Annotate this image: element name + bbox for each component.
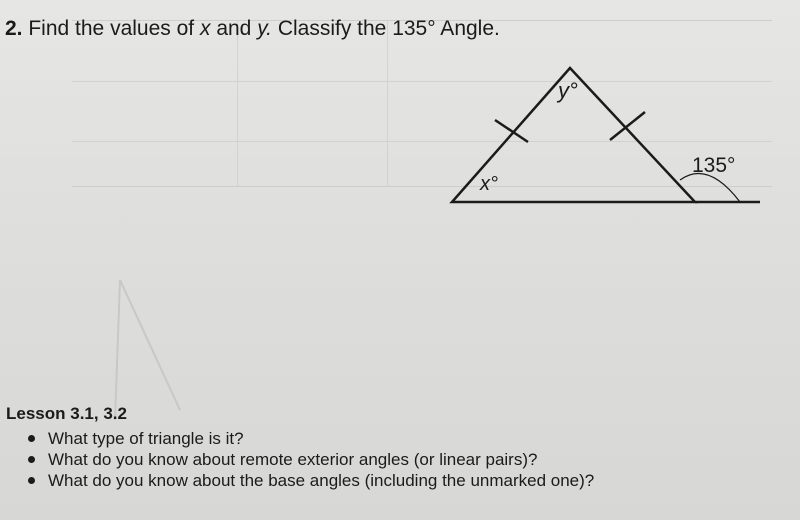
hint-item	[26, 428, 594, 449]
question-title	[5, 17, 500, 41]
bullet-icon	[28, 477, 35, 484]
exterior-angle-arc	[680, 174, 740, 202]
question-and-text: and	[216, 17, 252, 40]
hint-item	[26, 470, 594, 491]
hint-text: What do you know about the base angles (including the unmarked one)?	[48, 471, 595, 490]
variable-y: y.	[257, 17, 272, 40]
angle-label-x: x°	[480, 173, 498, 195]
hint-text: What type of triangle is it?	[48, 429, 244, 448]
question-number: 2.	[5, 17, 23, 40]
lesson-heading: Lesson 3.1, 3.2	[6, 404, 127, 423]
hint-list	[26, 428, 594, 491]
tick-mark-left	[495, 120, 528, 142]
variable-x: x	[199, 17, 211, 40]
angle-label-y: y°	[558, 78, 578, 103]
bullet-icon	[28, 435, 35, 442]
hint-item	[26, 449, 594, 470]
bullet-icon	[28, 456, 35, 463]
hint-text: What do you know about remote exterior angles (or linear pairs)?	[48, 450, 538, 469]
question-find-text: Find the values of	[28, 17, 195, 40]
question-classify-text: Classify the 135° Angle.	[277, 17, 500, 40]
triangle-diagram	[440, 60, 780, 220]
bleed-through-shape	[100, 280, 220, 420]
angle-label-135: 135°	[692, 154, 736, 177]
